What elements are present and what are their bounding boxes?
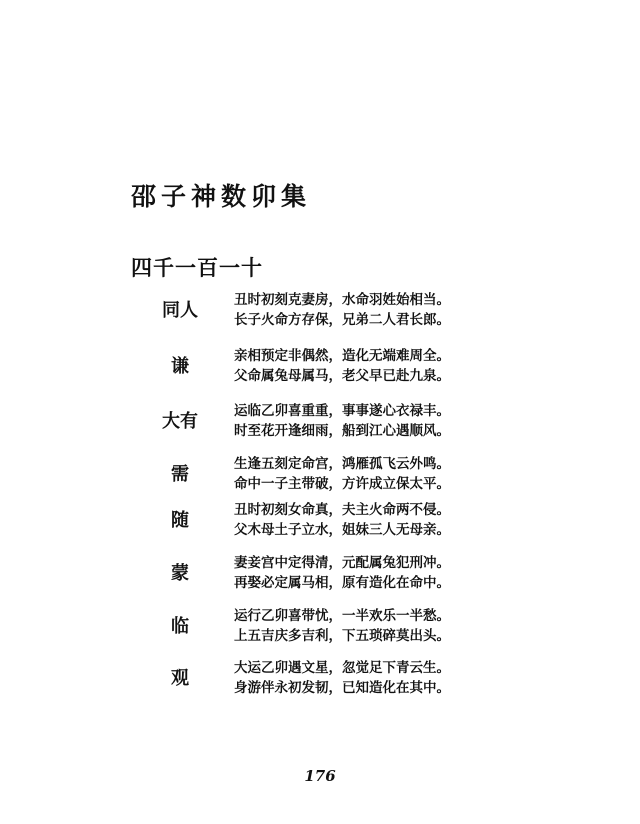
verse [234, 454, 450, 494]
entry [0, 604, 640, 652]
verse-line: 运行乙卯喜带忧，一半欢乐一半愁。 [234, 608, 450, 624]
page-number: 176 [304, 767, 336, 785]
verse-line: 父命属兔母属马，老父早已赴九泉。 [234, 368, 450, 384]
verse-line: 运临乙卯喜重重，事事遂心衣禄丰。 [234, 403, 450, 419]
verse-line: 丑时初刻克妻房，水命羽姓始相当。 [234, 292, 450, 308]
book-title: 邵子神数卯集 [131, 182, 312, 211]
verse-line: 命中一子主带破，方许成立保太平。 [234, 476, 450, 492]
verse-line: 亲相预定非偶然，造化无端难周全。 [234, 348, 450, 364]
verse-line: 时至花开逢细雨，船到江心遇顺风。 [234, 423, 450, 439]
verse-line: 妻妾宫中定得清，元配属兔犯刑冲。 [234, 555, 450, 571]
gua-name: 观 [171, 668, 189, 689]
verse-line: 上五吉庆多吉利，下五琐碎莫出头。 [234, 628, 450, 644]
verse [234, 290, 450, 330]
gua-name: 需 [171, 464, 189, 485]
verse-line: 再娶必定属马相，原有造化在命中。 [234, 575, 450, 591]
gua-name: 谦 [171, 356, 189, 377]
verse [234, 401, 450, 441]
gua-name: 同人 [162, 300, 198, 321]
verse-line: 父木母土子立水，姐妹三人无母亲。 [234, 522, 450, 538]
verse-line: 丑时初刻女命真，夫主火命两不侵。 [234, 502, 450, 518]
entry [0, 656, 640, 704]
verse [234, 346, 450, 386]
gua-name: 蒙 [171, 563, 189, 584]
entry [0, 399, 640, 447]
gua-name: 随 [171, 510, 189, 531]
verse [234, 658, 450, 698]
verse-line: 身游伴永初发韧，已知造化在其中。 [234, 680, 450, 696]
verse [234, 606, 450, 646]
verse [234, 553, 450, 593]
entry [0, 288, 640, 336]
verse-line: 大运乙卯遇文星，忽觉足下青云生。 [234, 660, 450, 676]
verse [234, 500, 450, 540]
entry [0, 452, 640, 500]
entry [0, 344, 640, 392]
entry [0, 498, 640, 546]
entry [0, 551, 640, 599]
section-title: 四千一百一十 [131, 255, 263, 280]
verse-line: 长子火命方存保，兄弟二人君长郎。 [234, 312, 450, 328]
verse-line: 生逢五刻定命宫，鸿雁孤飞云外鸣。 [234, 456, 450, 472]
gua-name: 临 [171, 616, 189, 637]
gua-name: 大有 [162, 411, 198, 432]
